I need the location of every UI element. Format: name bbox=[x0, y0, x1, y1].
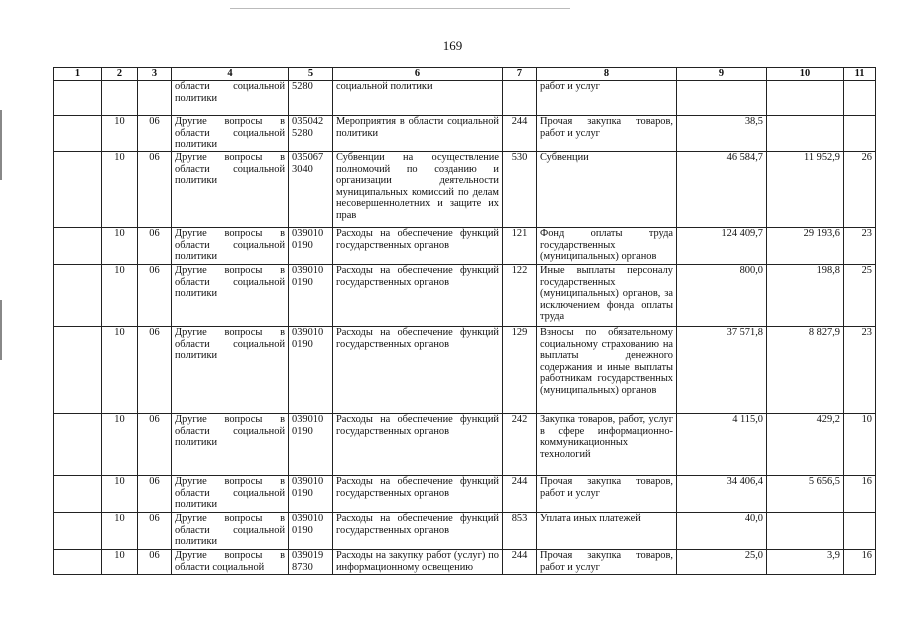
cell-section-name: Другие вопросы в области социальной политики bbox=[172, 265, 289, 327]
cell-target-name: Субвенции на осуществление полномочий по созданию и организации деятельности муниципальных комиссий по делам несовершеннолетних и защите их прав bbox=[333, 152, 503, 228]
cell-expense-name: Взносы по обязательному социальному страхованию на выплаты денежного содержания и иные выплаты работникам государственных (муниципальных) органов bbox=[537, 327, 677, 414]
cell-percent bbox=[844, 513, 876, 550]
cell-expense-type: 530 bbox=[503, 152, 537, 228]
cell-target-name: Расходы на закупку работ (услуг) по информационному освещению bbox=[333, 550, 503, 575]
cell-plan: 25,0 bbox=[677, 550, 767, 575]
cell-section: 10 bbox=[102, 513, 138, 550]
cell-expense-name: Прочая закупка товаров, работ и услуг bbox=[537, 116, 677, 152]
cell-number bbox=[54, 265, 102, 327]
cell-target-code: 039010 0190 bbox=[289, 228, 333, 265]
cell-number bbox=[54, 513, 102, 550]
cell-section-name: Другие вопросы в области социальной политики bbox=[172, 513, 289, 550]
cell-actual: 29 193,6 bbox=[767, 228, 844, 265]
cell-expense-name: работ и услуг bbox=[537, 81, 677, 116]
cell-expense-name: Субвенции bbox=[537, 152, 677, 228]
cell-plan: 38,5 bbox=[677, 116, 767, 152]
cell-expense-type: 122 bbox=[503, 265, 537, 327]
cell-actual bbox=[767, 513, 844, 550]
cell-expense-name: Прочая закупка товаров, работ и услуг bbox=[537, 550, 677, 575]
cell-section: 10 bbox=[102, 327, 138, 414]
cell-number bbox=[54, 476, 102, 513]
cell-percent: 26 bbox=[844, 152, 876, 228]
cell-target-name: Расходы на обеспечение функций государственных органов bbox=[333, 476, 503, 513]
cell-target-code: 5280 bbox=[289, 81, 333, 116]
column-header: 4 bbox=[172, 68, 289, 81]
cell-percent: 23 bbox=[844, 327, 876, 414]
cell-target-code: 039010 0190 bbox=[289, 327, 333, 414]
table-row bbox=[54, 116, 876, 152]
cell-expense-type: 244 bbox=[503, 476, 537, 513]
cell-expense-type: 121 bbox=[503, 228, 537, 265]
column-header: 5 bbox=[289, 68, 333, 81]
cell-percent: 16 bbox=[844, 550, 876, 575]
column-header: 11 bbox=[844, 68, 876, 81]
cell-number bbox=[54, 414, 102, 476]
cell-section-name: Другие вопросы в области социальной политики bbox=[172, 414, 289, 476]
cell-expense-type bbox=[503, 81, 537, 116]
cell-section-name: Другие вопросы в области социальной политики bbox=[172, 116, 289, 152]
cell-target-name: Расходы на обеспечение функций государственных органов bbox=[333, 414, 503, 476]
table-row bbox=[54, 476, 876, 513]
cell-percent: 23 bbox=[844, 228, 876, 265]
cell-percent: 10 bbox=[844, 414, 876, 476]
page-number: 169 bbox=[442, 38, 463, 53]
cell-number bbox=[54, 327, 102, 414]
cell-expense-type: 244 bbox=[503, 116, 537, 152]
cell-plan bbox=[677, 81, 767, 116]
column-header: 10 bbox=[767, 68, 844, 81]
cell-target-name: Мероприятия в области социальной политики bbox=[333, 116, 503, 152]
column-header: 2 bbox=[102, 68, 138, 81]
cell-actual: 198,8 bbox=[767, 265, 844, 327]
cell-expense-name: Фонд оплаты труда государственных (муниципальных) органов bbox=[537, 228, 677, 265]
cell-actual: 8 827,9 bbox=[767, 327, 844, 414]
scan-edge-mark bbox=[0, 110, 2, 180]
cell-plan: 40,0 bbox=[677, 513, 767, 550]
table-row bbox=[54, 550, 876, 575]
table-row bbox=[54, 81, 876, 116]
cell-subsection: 06 bbox=[138, 550, 172, 575]
cell-expense-type: 853 bbox=[503, 513, 537, 550]
cell-section-name: Другие вопросы в области социальной политики bbox=[172, 152, 289, 228]
cell-actual: 429,2 bbox=[767, 414, 844, 476]
cell-actual bbox=[767, 81, 844, 116]
cell-subsection: 06 bbox=[138, 228, 172, 265]
header-row bbox=[54, 68, 876, 81]
table-row bbox=[54, 414, 876, 476]
cell-section: 10 bbox=[102, 476, 138, 513]
cell-expense-name: Уплата иных платежей bbox=[537, 513, 677, 550]
cell-target-name: социальной политики bbox=[333, 81, 503, 116]
cell-section-name: Другие вопросы в области социальной политики bbox=[172, 327, 289, 414]
cell-target-name: Расходы на обеспечение функций государственных органов bbox=[333, 265, 503, 327]
table-row bbox=[54, 152, 876, 228]
cell-subsection: 06 bbox=[138, 476, 172, 513]
cell-target-code: 039010 0190 bbox=[289, 414, 333, 476]
cell-target-name: Расходы на обеспечение функций государственных органов bbox=[333, 228, 503, 265]
cell-subsection: 06 bbox=[138, 513, 172, 550]
cell-section-name: области социальной политики bbox=[172, 81, 289, 116]
cell-percent bbox=[844, 116, 876, 152]
cell-actual: 11 952,9 bbox=[767, 152, 844, 228]
cell-target-code: 039010 0190 bbox=[289, 265, 333, 327]
cell-section: 10 bbox=[102, 152, 138, 228]
cell-number bbox=[54, 116, 102, 152]
cell-actual bbox=[767, 116, 844, 152]
column-header: 7 bbox=[503, 68, 537, 81]
scan-top-line bbox=[230, 8, 570, 9]
cell-target-code: 039019 8730 bbox=[289, 550, 333, 575]
cell-subsection: 06 bbox=[138, 327, 172, 414]
cell-subsection: 06 bbox=[138, 152, 172, 228]
cell-expense-name: Закупка товаров, работ, услуг в сфере информационно-коммуникационных технологий bbox=[537, 414, 677, 476]
cell-section: 10 bbox=[102, 116, 138, 152]
cell-number bbox=[54, 152, 102, 228]
cell-section: 10 bbox=[102, 550, 138, 575]
cell-section-name: Другие вопросы в области социальной политики bbox=[172, 228, 289, 265]
cell-plan: 46 584,7 bbox=[677, 152, 767, 228]
cell-expense-name: Прочая закупка товаров, работ и услуг bbox=[537, 476, 677, 513]
cell-target-code: 039010 0190 bbox=[289, 513, 333, 550]
column-header: 8 bbox=[537, 68, 677, 81]
cell-expense-type: 244 bbox=[503, 550, 537, 575]
cell-percent: 25 bbox=[844, 265, 876, 327]
table-row bbox=[54, 265, 876, 327]
cell-actual: 5 656,5 bbox=[767, 476, 844, 513]
cell-plan: 37 571,8 bbox=[677, 327, 767, 414]
budget-table bbox=[53, 67, 876, 575]
cell-section: 10 bbox=[102, 265, 138, 327]
scan-edge-mark bbox=[0, 300, 2, 360]
cell-target-code: 035067 3040 bbox=[289, 152, 333, 228]
column-header: 1 bbox=[54, 68, 102, 81]
column-header: 3 bbox=[138, 68, 172, 81]
cell-plan: 34 406,4 bbox=[677, 476, 767, 513]
column-header: 9 bbox=[677, 68, 767, 81]
cell-subsection: 06 bbox=[138, 265, 172, 327]
cell-number bbox=[54, 228, 102, 265]
cell-plan: 800,0 bbox=[677, 265, 767, 327]
cell-target-code: 039010 0190 bbox=[289, 476, 333, 513]
cell-expense-type: 242 bbox=[503, 414, 537, 476]
table-row bbox=[54, 327, 876, 414]
table-row bbox=[54, 228, 876, 265]
cell-expense-name: Иные выплаты персоналу государственных (муниципальных) органов, за исключением фонда оплаты труда bbox=[537, 265, 677, 327]
cell-subsection bbox=[138, 81, 172, 116]
cell-expense-type: 129 bbox=[503, 327, 537, 414]
cell-section: 10 bbox=[102, 228, 138, 265]
cell-target-name: Расходы на обеспечение функций государственных органов bbox=[333, 327, 503, 414]
cell-target-name: Расходы на обеспечение функций государственных органов bbox=[333, 513, 503, 550]
cell-percent bbox=[844, 81, 876, 116]
cell-subsection: 06 bbox=[138, 116, 172, 152]
cell-plan: 4 115,0 bbox=[677, 414, 767, 476]
cell-number bbox=[54, 81, 102, 116]
table-row bbox=[54, 513, 876, 550]
cell-section bbox=[102, 81, 138, 116]
cell-percent: 16 bbox=[844, 476, 876, 513]
cell-section-name: Другие вопросы в области социальной политики bbox=[172, 476, 289, 513]
cell-section: 10 bbox=[102, 414, 138, 476]
column-header: 6 bbox=[333, 68, 503, 81]
cell-section-name: Другие вопросы в области социальной bbox=[172, 550, 289, 575]
cell-number bbox=[54, 550, 102, 575]
cell-actual: 3,9 bbox=[767, 550, 844, 575]
cell-subsection: 06 bbox=[138, 414, 172, 476]
cell-target-code: 035042 5280 bbox=[289, 116, 333, 152]
cell-plan: 124 409,7 bbox=[677, 228, 767, 265]
